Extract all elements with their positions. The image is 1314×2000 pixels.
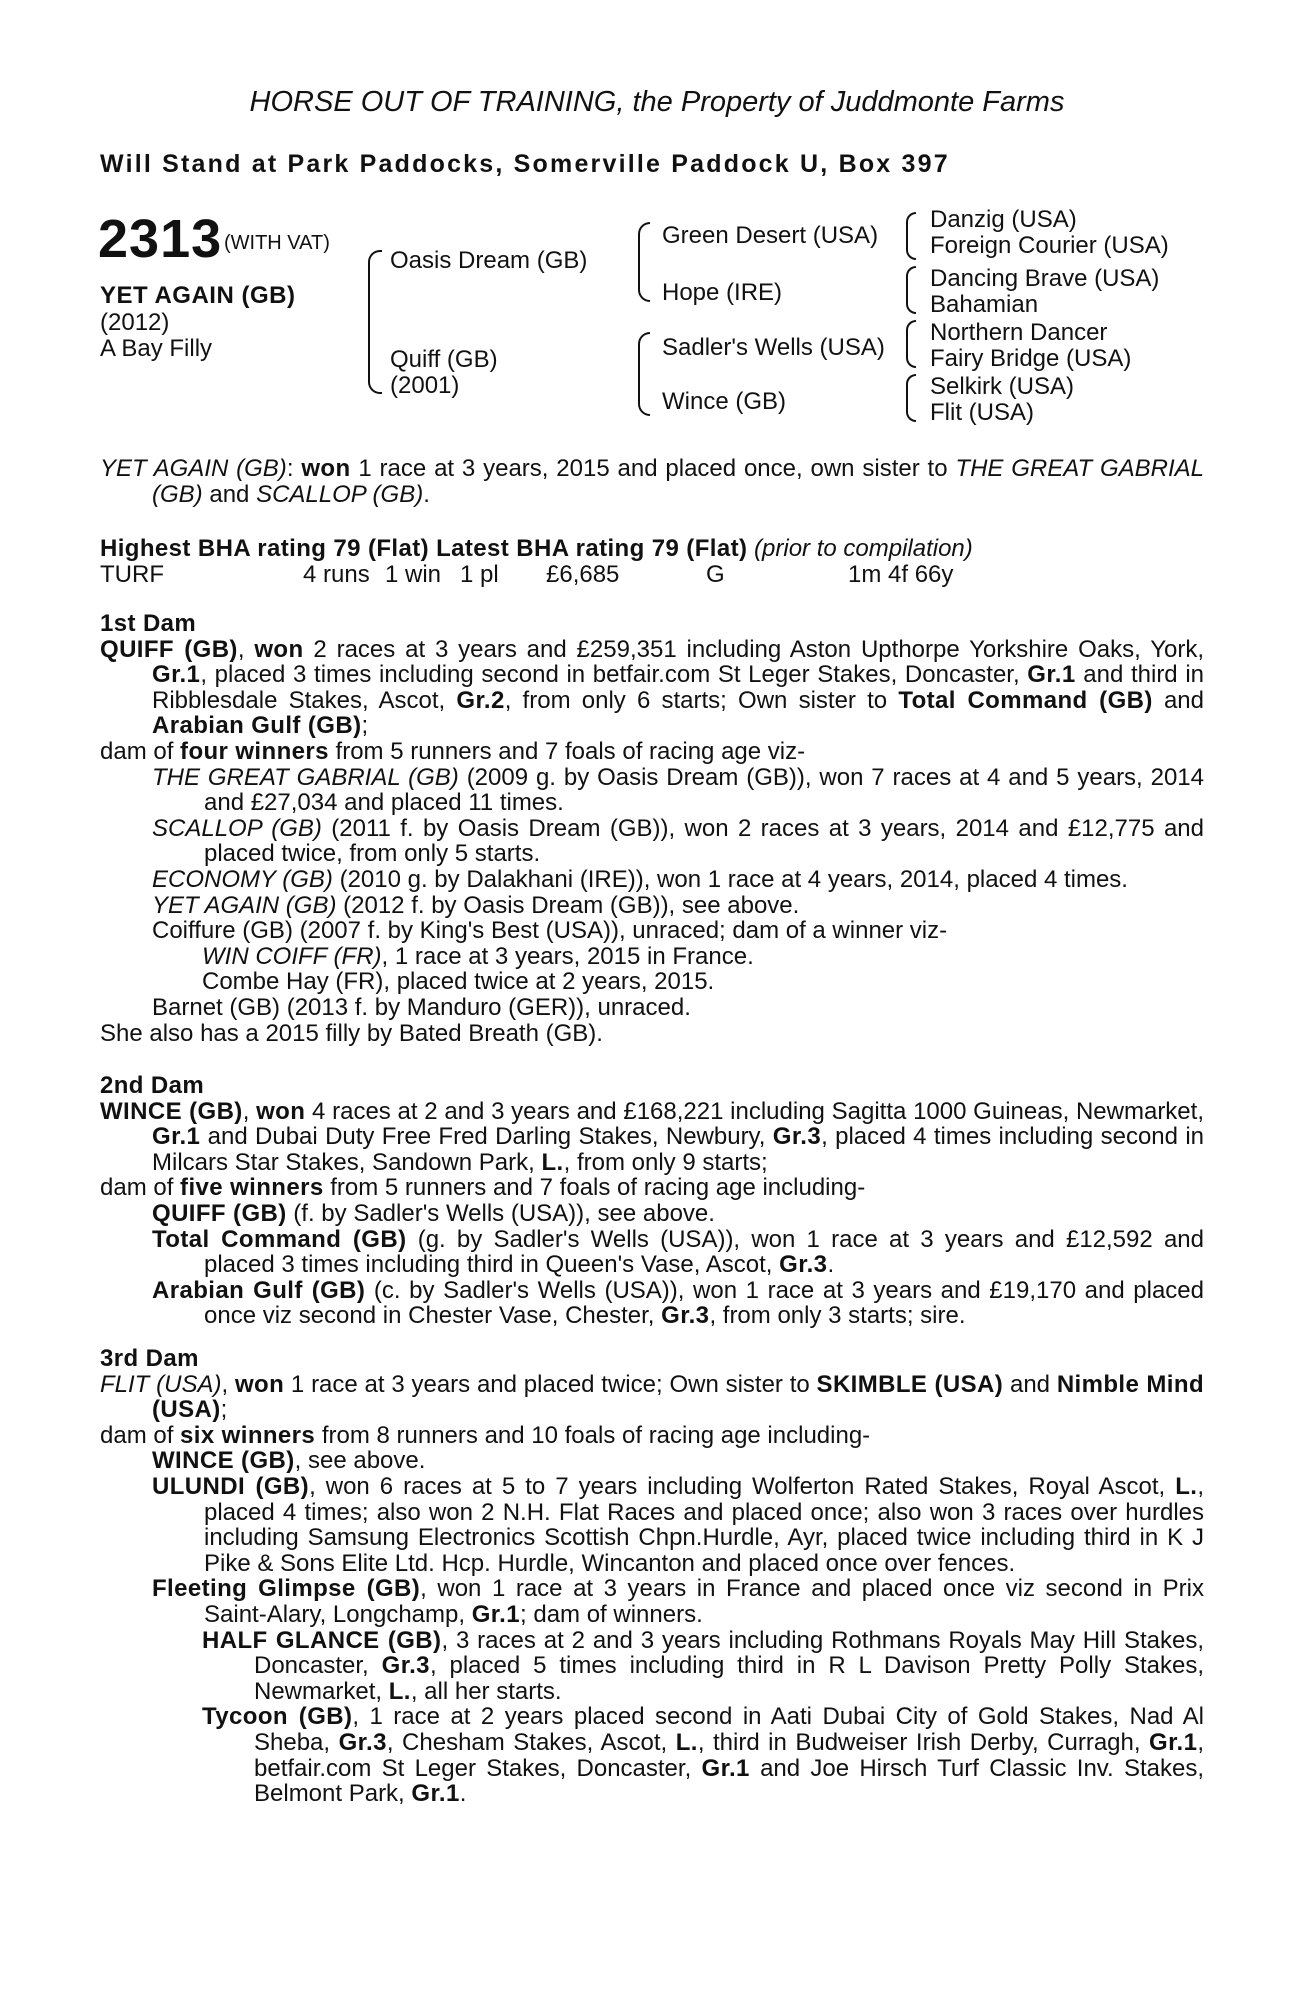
pedigree-g5: Northern Dancer bbox=[930, 319, 1108, 346]
record-runs: 4 runs bbox=[303, 561, 370, 588]
section-heading: 3rd Dam bbox=[100, 1345, 199, 1372]
pedigree-sire: Oasis Dream (GB) bbox=[390, 247, 588, 274]
sibling-name: THE GREAT GABRIAL (GB) bbox=[152, 455, 1205, 508]
stand-location: Will Stand at Park Paddocks, Somerville Paddock U, Box 397 bbox=[100, 150, 950, 178]
page-title: HORSE OUT OF TRAINING, the Property of Juddmonte Farms bbox=[249, 86, 1065, 118]
pedigree-g2: Foreign Courier (USA) bbox=[930, 232, 1169, 259]
additional-note: She also has a 2015 filly by Bated Breath (GB). bbox=[100, 1019, 603, 1047]
dam-of-line: dam of five winners from 5 runners and 7 foals of racing age including- bbox=[100, 1174, 866, 1202]
record-surface: TURF bbox=[100, 561, 164, 588]
pedigree-dam: Quiff (GB) bbox=[390, 346, 498, 373]
pedigree-g3: Dancing Brave (USA) bbox=[930, 265, 1160, 292]
summary-section bbox=[100, 456, 1204, 507]
record-prize: £6,685 bbox=[546, 561, 620, 588]
offspring-entry: SCALLOP (GB) (2011 f. by Oasis Dream (GB)), won 2 races at 3 years, 2014 and £12,775 and placed twice, from only 5 starts. bbox=[152, 814, 1204, 868]
summary-horse-name: YET AGAIN (GB) bbox=[100, 455, 287, 482]
horse-description: A Bay Filly bbox=[100, 335, 213, 362]
horse-year: (2012) bbox=[100, 309, 170, 336]
pedigree-dam-dam: Wince (GB) bbox=[662, 388, 787, 415]
dam-paragraph: WINCE (GB), won 4 races at 2 and 3 years and £168,221 including Sagitta 1000 Guineas, Newmarket, Gr.1 and Dubai Duty Free Fred Darling Stakes, Newbury, Gr.3, placed 4 times including second in Milcars Star Stakes, Sandown Park, L., from only 9 starts; bbox=[100, 1097, 1205, 1176]
offspring-entry: WINCE (GB), see above. bbox=[152, 1447, 426, 1475]
dam-paragraph: QUIFF (GB), won 2 races at 3 years and £259,351 including Aston Upthorpe Yorkshire Oaks, York, Gr.1, placed 3 times including second in betfair.com St Leger Stakes, Doncaster, Gr.1 and third in Ribblesdale Stakes, Ascot, Gr.2, from only 6 starts; Own sister to Total Command (GB) and Arabian Gulf (GB); bbox=[100, 635, 1205, 740]
pedigree-g6: Fairy Bridge (USA) bbox=[930, 345, 1132, 372]
dam-name: QUIFF (GB) bbox=[100, 635, 238, 663]
group-grade: Gr.1 bbox=[152, 661, 201, 689]
pedigree-g4: Bahamian bbox=[930, 291, 1039, 318]
offspring-entry: Coiffure (GB) (2007 f. by King's Best (USA)), unraced; dam of a winner viz- bbox=[152, 917, 948, 945]
offspring-entry: Arabian Gulf (GB) (c. by Sadler's Wells (USA)), won 1 race at 3 years and £19,170 and placed once viz second in Chester Vase, Chester, Gr.3, from only 3 starts; sire. bbox=[152, 1276, 1204, 1330]
pedigree-g1: Danzig (USA) bbox=[930, 206, 1077, 233]
pedigree-bracket-g4 bbox=[906, 374, 916, 422]
record-wins: 1 win bbox=[385, 561, 442, 588]
sibling-name: SKIMBLE (USA) bbox=[816, 1370, 1004, 1398]
grand-offspring-entry: Tycoon (GB), 1 race at 2 years placed second in Aati Dubai City of Gold Stakes, Nad Al Sheba, Gr.3, Chesham Stakes, Ascot, L., third in Budweiser Irish Derby, Curragh, Gr.1, betfair.com St Leger Stakes, Doncaster, Gr.1 and Joe Hirsch Turf Classic Inv. Stakes, Belmont Park, Gr.1. bbox=[202, 1703, 1205, 1808]
dam-of-line: dam of four winners from 5 runners and 7 foals of racing age viz- bbox=[100, 737, 806, 765]
grand-offspring-entry: HALF GLANCE (GB), 3 races at 2 and 3 years including Rothmans Royals May Hill Stakes, Doncaster, Gr.3, placed 5 times including third in R L Davison Pretty Polly Stakes, Newmarket, L., all her starts. bbox=[202, 1626, 1204, 1705]
group-grade: Gr.2 bbox=[456, 686, 505, 714]
section-heading: 2nd Dam bbox=[100, 1072, 205, 1099]
second-dam-section bbox=[100, 1073, 1204, 1329]
pedigree-bracket-g3 bbox=[906, 320, 916, 368]
offspring-entry: Fleeting Glimpse (GB), won 1 race at 3 years in France and placed once viz second in Prix Saint-Alary, Longchamp, Gr.1; dam of winners. bbox=[152, 1575, 1204, 1628]
grand-offspring-entry: WIN COIFF (FR), 1 race at 3 years, 2015 in France. bbox=[202, 942, 754, 970]
pedigree-sire-dam: Hope (IRE) bbox=[662, 279, 783, 306]
summary-paragraph: YET AGAIN (GB): won 1 race at 3 years, 2015 and placed once, own sister to THE GREAT GABRIAL (GB) and SCALLOP (GB). bbox=[100, 455, 1205, 508]
won-label: won bbox=[256, 1097, 306, 1125]
pedigree-dam-year: (2001) bbox=[390, 372, 460, 399]
offspring-entry: Total Command (GB) (g. by Sadler's Wells (USA)), won 1 race at 3 years and £12,592 and placed 3 times including third in Queen's Vase, Ascot, Gr.3. bbox=[152, 1225, 1204, 1279]
rating-bold: Highest BHA rating 79 (Flat) Latest BHA rating 79 (Flat) bbox=[100, 535, 748, 562]
won-label: won bbox=[301, 455, 351, 482]
pedigree-bracket-dam bbox=[638, 332, 650, 416]
pedigree-bracket-sire bbox=[638, 222, 650, 302]
sibling-name: Total Command (GB) bbox=[898, 686, 1153, 714]
winners-count: four winners bbox=[180, 737, 329, 765]
rating-line bbox=[100, 535, 973, 563]
vat-note: (WITH VAT) bbox=[224, 232, 330, 254]
first-dam-section bbox=[100, 611, 1204, 1046]
rating-note: (prior to compilation) bbox=[747, 535, 973, 562]
sibling-name: SCALLOP (GB) bbox=[256, 480, 424, 508]
dam-paragraph: FLIT (USA), won 1 race at 3 years and placed twice; Own sister to SKIMBLE (USA) and Nimble Mind (USA); bbox=[100, 1370, 1204, 1424]
grand-offspring-entry: Combe Hay (FR), placed twice at 2 years, 2015. bbox=[202, 968, 715, 996]
pedigree-dam-sire: Sadler's Wells (USA) bbox=[662, 334, 885, 361]
offspring-entry: THE GREAT GABRIAL (GB) (2009 g. by Oasis Dream (GB)), won 7 races at 4 and 5 years, 2014 and £27,034 and placed 11 times. bbox=[152, 763, 1204, 817]
sibling-name: Nimble Mind (USA) bbox=[152, 1370, 1204, 1424]
pedigree-g8: Flit (USA) bbox=[930, 399, 1034, 426]
offspring-entry: ECONOMY (GB) (2010 g. by Dalakhani (IRE)), won 1 race at 4 years, 2014, placed 4 times. bbox=[152, 865, 1128, 893]
race-record-row bbox=[0, 561, 1314, 587]
group-grade: Gr.1 bbox=[1027, 661, 1076, 689]
horse-name: YET AGAIN (GB) bbox=[100, 282, 296, 309]
pedigree-sire-sire: Green Desert (USA) bbox=[662, 222, 879, 249]
pedigree-bracket-g1 bbox=[906, 212, 916, 260]
pedigree-g7: Selkirk (USA) bbox=[930, 373, 1075, 400]
offspring-entry: ULUNDI (GB), won 6 races at 5 to 7 years including Wolferton Rated Stakes, Royal Ascot, L., placed 4 times; also won 2 N.H. Flat Races and placed once; also won 3 races over hurdles including Samsung Electronics Scottish Chpn.Hurdle, Ayr, placed twice including third in K J Pike & Sons Elite Ltd. Hcp. Hurdle, Wincanton and placed once over fences. bbox=[152, 1472, 1204, 1577]
group-grade: Gr.3 bbox=[772, 1123, 822, 1151]
offspring-entry: QUIFF (GB) (f. by Sadler's Wells (USA)), see above. bbox=[152, 1199, 715, 1227]
group-grade: L. bbox=[541, 1148, 564, 1176]
offspring-entry: YET AGAIN (GB) (2012 f. by Oasis Dream (GB)), see above. bbox=[152, 891, 800, 919]
section-heading: 1st Dam bbox=[100, 610, 197, 637]
dam-name: WINCE (GB) bbox=[100, 1097, 243, 1125]
sibling-name: Arabian Gulf (GB) bbox=[152, 712, 362, 740]
group-grade: Gr.1 bbox=[152, 1123, 201, 1151]
pedigree-bracket-main bbox=[368, 250, 382, 394]
winners-count: five winners bbox=[180, 1174, 324, 1202]
third-dam-section bbox=[100, 1346, 1204, 1807]
lot-number: 2313 bbox=[98, 209, 223, 269]
offspring-entry: Barnet (GB) (2013 f. by Manduro (GER)), unraced. bbox=[152, 993, 691, 1021]
pedigree-bracket-g2 bbox=[906, 266, 916, 314]
dam-name: FLIT (USA) bbox=[100, 1370, 222, 1398]
won-label: won bbox=[254, 635, 304, 663]
dam-of-line: dam of six winners from 8 runners and 10 foals of racing age including- bbox=[100, 1421, 871, 1449]
winners-count: six winners bbox=[180, 1421, 316, 1449]
won-label: won bbox=[234, 1370, 285, 1398]
record-distance: 1m 4f 66y bbox=[848, 561, 954, 588]
record-going: G bbox=[706, 561, 725, 588]
record-placed: 1 pl bbox=[460, 561, 499, 588]
